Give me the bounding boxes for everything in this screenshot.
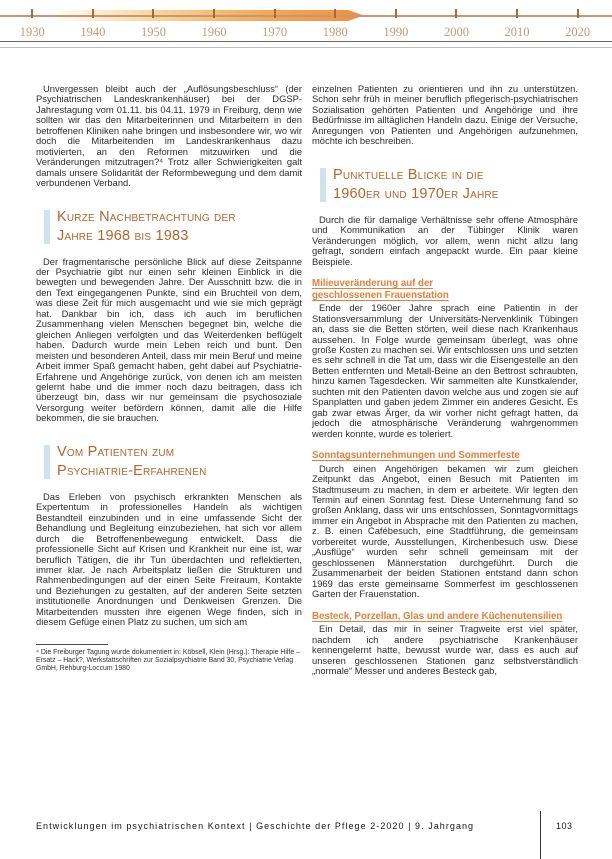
subheading-line: Besteck, Porzellan, Glas und andere Küchenutensilien [312,610,563,622]
timeline-year-cell [366,0,427,46]
timeline-tick-icon [577,9,579,18]
timeline-year-label: 1990 [383,25,409,39]
timeline-year-label: 1970 [262,25,288,39]
footnote [36,644,302,674]
left-column [36,84,302,676]
timeline-tick-icon [213,9,215,18]
timeline-year-cell [487,0,548,46]
heading-line: Kurze Nachbetrachtung der [57,208,236,225]
footer-running-title: Entwicklungen im psychiatrischen Kontext | Geschichte der Pflege 2-2020 | 9. Jahrgang [36,821,475,831]
heading-line: 1960er und 1970er Jahre [333,185,499,202]
paragraph-besteck: Ein Detail, das mir in seiner Tragweite erst viel später, nachdem ich andere psychiatrische Krankenhäuser kennengelernt hatte, bewusst wurde war, dass es auch auf unseren geschlossenen Stationen ganz selbstverständlich „normale“ Messer und anderes Besteck gab, [312,623,578,676]
timeline-tick-icon [152,9,154,18]
article-body [36,84,578,676]
subheading-line: geschlossenen Frauenstation [312,289,449,301]
timeline-year-label: 1980 [322,25,348,39]
timeline-year-label: 1960 [201,25,227,39]
subheading-line: Milieuveränderung auf der [312,277,434,289]
page-number: 103 [556,821,573,831]
heading-accent-bar [44,445,50,479]
heading-accent-bar [320,168,326,202]
footer-divider [540,811,541,859]
heading-line: Punktuelle Blicke in die [333,166,484,183]
timeline-rule-light [0,47,612,48]
heading-line: Jahre 1968 bis 1983 [57,227,189,244]
timeline-year-label: 1940 [80,25,106,39]
timeline-year-cell [2,0,63,46]
timeline-year-cell [547,0,608,46]
timeline-year-cell [244,0,305,46]
timeline-tick-icon [455,9,457,18]
subheading-milieuveraenderung [312,278,578,301]
subheading-sonntagsunternehmungen [312,450,578,462]
footnote-text: ⁴ Die Freiburger Tagung wurde dokumentiert in: Köbsell, Klein (Hrsg.): Therapie Hilfe – Ersatz – Hack?, Werkstattschriften zur Sozialpsychiatrie Band 30, Psychiatrie Verlag GmbH, Rehburg-Loccum 1980 [36,648,300,673]
timeline-year-label: 2010 [504,25,530,39]
paragraph-frauenstation: Ende der 1960er Jahre sprach eine Patientin in der Stationsversammlung der Universitäts-Nervenklinik Tübingen an, dass sie die Betten störten, weil diese nach Krankenhaus aussehen. In Folge wurde gemeinsam überlegt, was ohne große Kosten zu machen sei. Wir entschlossen uns und setzten es sehr schnell in die Tat um, dass wir die Eisengestelle an den Betten entfernten und Metall-Beine an den Bettrost schraubten, hinzu kamen Tagesdecken. Wir sammelten alte Kunstkalender, suchten mit den Patienten davon welche aus und zogen sie auf Spanplatten und gaben jedem Zimmer ein anderes Gesicht. Es gab zwar etwas Ärger, da wir vorher nicht gefragt hatten, da jedoch die atmosphärische Veränderung wahrgenommen werden konnte, wurde es toleriert. [312,302,578,439]
timeline [0,0,612,52]
timeline-year-label: 1950 [140,25,166,39]
heading-line: Vom Patienten zum [57,443,175,460]
heading-line: Psychiatrie-Erfahrenen [57,462,207,479]
timeline-year-cell [426,0,487,46]
section-heading-punktuelle-blicke [320,166,578,204]
paragraph-atmosphaere: Durch die für damalige Verhältnisse sehr offene Atmosphäre und Kommunikation an der Tübinger Klinik waren Veränderungen möglich, vor allem, wenn nicht allzu lang gefragt, sondern einfach angepackt wurde. Ein paar kleine Beispiele. [312,213,578,267]
timeline-year-cell [184,0,245,46]
timeline-year-cell [123,0,184,46]
paragraph-auflosungsbeschluss: Unvergessen bleibt auch der „Auflösungsbeschluss“ (der Psychiatrischen Landeskrankenhäuser) bei der DGSP-Jahrestagung vom 01.11. bis 04.11. 1979 in Freiburg, denn wie sollten wir das den Mitarbeiterinnen und Mitarbeitern in den betroffenen Kliniken nahe bringen und insbesondere wir, wo wir doch die Mitarbeitenden im Landeskrankenhaus dazu motivierten, an den Reformen mitzuwirken und die Veränderungen mitzutragen?⁴ Trotz aller Schwierigkeiten galt damals unsere Solidarität der Reformbewegung und dem damit verbundenen Verband. [36,83,302,189]
timeline-year-label: 2000 [443,25,469,39]
heading-accent-bar [44,210,50,244]
timeline-year-label: 2020 [565,25,591,39]
subheading-line: Sonntagsunternehmungen und Sommerfeste [312,450,520,462]
timeline-tick-icon [274,9,276,18]
paragraph-nachbetrachtung: Der fragmentarische persönliche Blick auf diese Zeitspanne der Psychiatrie gibt nur einen sehr kleinen Einblick in die bewegten und bewegenden Jahre. Der Ausschnitt bzw. die in den Text eingegangenen Punkte, sind ein Bruchteil von dem, was diese Zeit für mich ausgemacht und wie sie mich geprägt hat. Dankbar bin ich, dass ich auch im beruflichen Zusammenhang vielen Menschen begegnet bin, welche die gleichen Anliegen verfolgten und das Weiterdenken beflügelt haben. Dadurch wurde mein Leben reich und bunt. Den meisten und besonderen Anteil, dass mir mein Beruf und meine Arbeit immer Spaß gemacht haben, geht dabei auf Psychiatrie-Erfahrene und Angehörige zurück, von denen ich am meisten gelernt habe und die immer noch dazu beitragen, dass ich überzeugt bin, dass wir nur gemeinsam die psychosoziale Versorgung weiter befördern können, damit alle die Hilfe bekommen, die sie brauchen. [36,255,302,424]
timeline-tick-icon [334,9,336,18]
timeline-year-label: 1930 [19,25,45,39]
section-heading-vom-patienten [44,443,302,481]
paragraph-einzelne-patienten: einzelnen Patienten zu orientieren und ihn zu unterstützen. Schon sehr früh in meiner beruflich pflegerisch-psychiatrischen Sozialisation gehörten Patienten und Angehörige und ihre Bedürfnisse im alltäglichen Handeln dazu. Einige der Versuche, Anregungen von Patienten und Angehörigen aufzunehmen, möchte ich beschreiben. [312,83,578,147]
timeline-year-cell [63,0,124,46]
paragraph-erleben: Das Erleben von psychisch erkrankten Menschen als Expertentum in professionelles Handeln als wichtigen Bestandteil einzubinden und in eine umfassende Sicht der Behandlung und Begleitung einzubeziehen, hat sich vor allem durch die Betroffenenbewegung entwickelt. Dass die professionelle Sicht auf Krisen und Krankheit nur eine ist, war beruflich Tätigen, die ihr Tun überdachten und reflektierten, immer klar. Je nach Arbeitsplatz ließen die Strukturen und Rahmenbedingungen auf der einen Seite Freiraum, Kontakte und Beziehungen zu gestalten, auf der anderen Seite setzten institutionelle Anordnungen und Denkweisen Grenzen. Die Mitarbeitenden mussten ihre eigenen Wege finden, sich in diesem Gefüge einen Platz zu suchen, um sich am [36,490,302,628]
section-heading-kurze-nachbetrachtung [44,208,302,246]
timeline-tick-icon [92,9,94,18]
right-column [312,84,578,676]
timeline-year-cell [305,0,366,46]
paragraph-sommerfeste: Durch einen Angehörigen bekamen wir zum gleichen Zeitpunkt das Angebot, einen Besuch mit Patienten im Stadtmuseum zu machen, in dem er arbeitete. Wir legten den Termin auf einen Sonntag fest. Diese Unternehmung fand so großen Anklang, dass wir uns entschlossen, Sonntagvormittags immer ein Angebot in Absprache mit den Patienten zu machen, z. B. einen Cafébesuch, eine Stadtführung, die gemeinsam vorbereitet wurde, Ausstellungen, Kirchenbesuch usw. Diese „Ausflüge“ wurden sehr schnell gemeinsam mit der geschlossenen Männerstation durchgeführt. Durch die Zusammenarbeit der beiden Stationen entstand dann schon 1969 das erste gemeinsame Sommerfest im geschlossenen Garten der Frauenstation. [312,462,578,600]
subheading-besteck [312,611,578,623]
timeline-rule-dark [0,41,612,42]
timeline-tick-icon [31,9,33,18]
timeline-tick-icon [395,9,397,18]
footnote-rule [36,644,108,645]
timeline-tick-icon [516,9,518,18]
timeline-years [2,0,608,46]
